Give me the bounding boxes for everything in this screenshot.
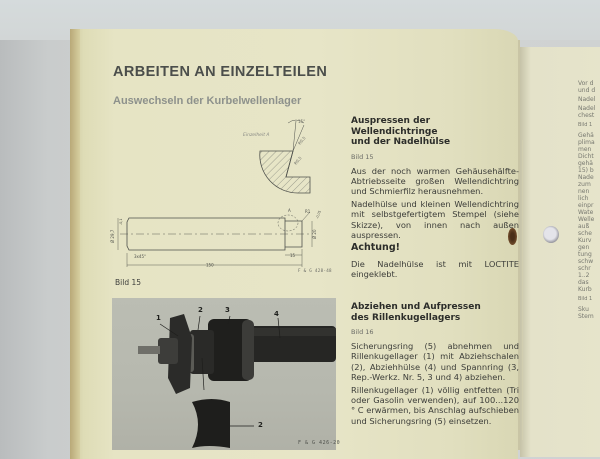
callout-1: 1 — [156, 314, 161, 322]
photo-reference-code: F & G 426-20 — [298, 440, 341, 446]
callout-3: 3 — [225, 306, 230, 314]
callout-2-lower: 2 — [258, 421, 263, 429]
svg-text:A: A — [288, 208, 291, 213]
svg-text:Ø 20: Ø 20 — [312, 229, 317, 239]
chapter-heading: ARBEITEN AN EINZELTEILEN — [113, 64, 328, 80]
binding-hole-right — [543, 226, 559, 243]
svg-text:R0,5: R0,5 — [296, 135, 307, 146]
paragraph: Sicherungsring (5) abnehmen und Rillenkugellager (1) mit Abziehschalen (2), Abziehhülse (4) und Spannring (3, Rep.-Werkz. Nr. 5, 3 und 4) abziehen. — [351, 341, 519, 383]
svg-text:15°: 15° — [298, 119, 306, 124]
callout-4: 4 — [274, 310, 279, 318]
svg-text:Ø 29,7: Ø 29,7 — [110, 229, 115, 243]
technical-drawing-stamp — [100, 115, 345, 280]
binding-gutter-line — [522, 140, 523, 440]
paragraph: Aus der noch warmen Gehäusehälfte-Abtriebsseite großen Wellendichtring und Schmierfilz herausnehmen. — [351, 165, 519, 197]
svg-text:150: 150 — [206, 262, 214, 268]
svg-text:-0,1: -0,1 — [119, 218, 123, 225]
paragraph: Nadelhülse und kleinen Wellendichtring mit selbstgefertigtem Stempel (siehe Skizze), von innen nach außen auspressen. — [351, 198, 519, 240]
svg-text:3x45°: 3x45° — [134, 254, 147, 259]
section-title: Abziehen und Aufpressen des Rillenkugellagers — [351, 302, 481, 323]
bearing-puller-photo — [112, 298, 336, 450]
section-auspressen — [351, 116, 519, 240]
warning-paragraph: Die Nadelhülse ist mit LOCTITE eingeklebt. — [351, 258, 519, 279]
stamp-shaft — [118, 212, 312, 267]
callout-2: 2 — [198, 306, 203, 314]
right-page-text: Vor d und d Nadel Nadel chest Bild 1 Gehä plima men Dicht gehä 15) b Nade zum nen lich einpr Wate Welle auß sche Kurv gen tung schw schr 1..2 das Kurb Bild 1 Sku Stem — [578, 80, 596, 320]
figure-16-photo — [112, 298, 336, 450]
bild-reference: Bild 15 — [351, 152, 374, 161]
detail-a-section — [260, 120, 310, 193]
figure-15-label: Bild 15 — [115, 278, 142, 287]
svg-text:R1: R1 — [305, 209, 311, 214]
section-abziehen — [351, 302, 519, 426]
section-achtung — [351, 243, 519, 279]
bild-reference: Bild 16 — [351, 328, 374, 336]
svg-text:R0,5: R0,5 — [292, 155, 303, 166]
svg-text:15: 15 — [290, 253, 296, 258]
paragraph: Rillenkugellager (1) völlig entfetten (Tri oder Gasolin verwenden), auf 100...120 ° C erwärmen, bis Anschlag aufschieben und Sicherungsring (5) einsetzen. — [351, 384, 519, 426]
section-subheading: Auswechseln der Kurbelwellenlager — [113, 95, 302, 107]
svg-text:-0,05: -0,05 — [315, 209, 322, 220]
warning-title: Achtung! — [351, 242, 400, 253]
page-edge-shadow — [70, 29, 80, 459]
drawing-reference-code: F & G 428-48 — [298, 268, 332, 273]
section-title: Auspressen der Wellendichtringe und der Nadelhülse — [351, 116, 451, 147]
svg-text:Einzelheit A: Einzelheit A — [243, 133, 270, 138]
